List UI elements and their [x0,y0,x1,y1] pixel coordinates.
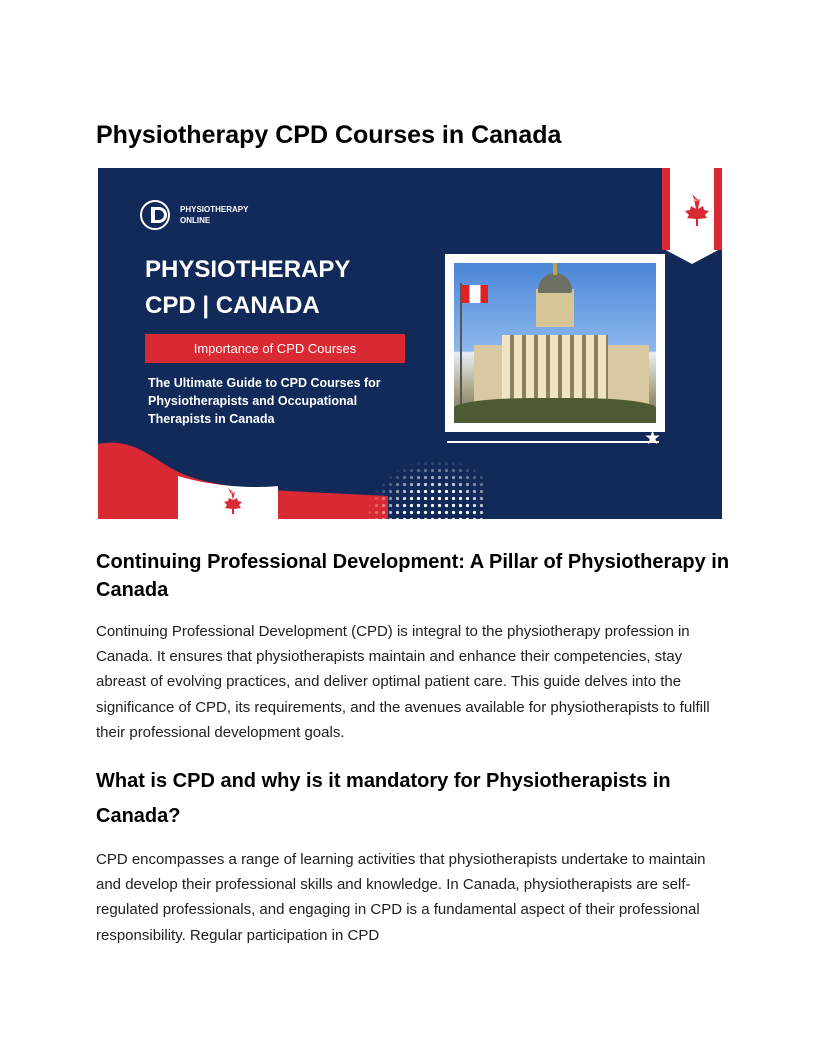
dot-pattern [366,460,486,519]
section1-heading: Continuing Professional Development: A Pillar of Physiotherapy in Canada [96,551,730,601]
logo-icon [140,200,170,230]
brand-logo [140,200,290,230]
banner-title-line1: PHYSIOTHERAPY [145,256,351,283]
banner-subtitle: The Ultimate Guide to CPD Courses for Physiotherapists and Occupational Therapists in Canada [148,376,381,426]
hero-banner-image [98,168,722,519]
legislature-photo [445,254,665,432]
star-icon: ★ [644,428,662,449]
small-flag-icon [462,285,488,303]
page-title: Physiotherapy CPD Courses in Canada [96,121,562,149]
section2-paragraph: CPD encompasses a range of learning activities that physiotherapists undertake to maintain and develop their professional skills and knowledge. In Canada, physiotherapists are self-regulated professionals, and engaging in CPD is a fundamental aspect of their professional responsibility. Regular participation in CPD [96,851,706,944]
canada-flag-wave-icon [98,436,388,519]
logo-text-line2: ONLINE [180,216,211,225]
banner-title-line2: CPD | CANADA [145,292,320,319]
canada-flag-ribbon-icon [662,168,722,264]
section2-heading: What is CPD and why is it mandatory for Physiotherapists in Canada? [96,770,671,827]
divider-line [447,441,659,443]
logo-text-line1: PHYSIOTHERAPY [180,205,249,214]
banner-pill: Importance of CPD Courses [145,334,405,363]
section1-paragraph: Continuing Professional Development (CPD) is integral to the physiotherapy profession in Canada. It ensures that physiotherapists maintain and enhance their competencies, stay abreast of evolving practices, and deliver optimal patient care. This guide delves into the significance of CPD, its requirements, and the avenues available for physiotherapists to fulfill their professional development goals. [96,623,710,741]
